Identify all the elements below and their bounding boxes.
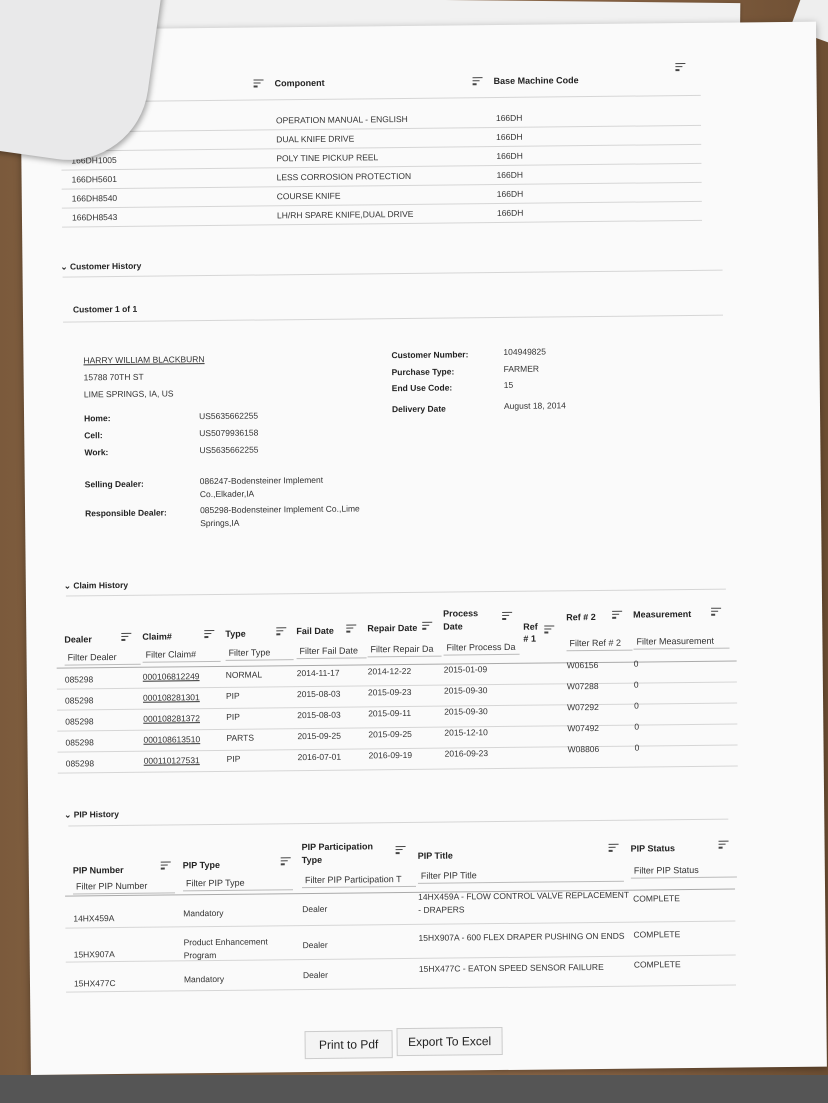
- customer-address-1: 15788 70TH ST: [83, 371, 144, 383]
- table-cell: Program: [183, 949, 217, 961]
- sort-icon[interactable]: [675, 63, 685, 70]
- filter-pip-type-input[interactable]: Filter PIP Type: [183, 875, 293, 891]
- table-cell: 166DH8543: [71, 211, 118, 223]
- sort-icon[interactable]: [276, 627, 286, 634]
- sort-icon[interactable]: [121, 633, 131, 640]
- col-header-pip-status[interactable]: PIP Status: [630, 843, 676, 854]
- customer-number: 104949825: [503, 346, 546, 357]
- table-cell: 2015-01-09: [443, 664, 488, 675]
- col-header-base-machine-code[interactable]: Base Machine Code: [493, 75, 579, 87]
- chevron-down-icon: ⌄: [60, 261, 71, 272]
- sort-icon[interactable]: [346, 625, 356, 632]
- purchase-type: FARMER: [503, 363, 540, 374]
- sort-icon[interactable]: [204, 630, 214, 637]
- table-cell: 0: [634, 721, 640, 732]
- sort-icon[interactable]: [609, 844, 619, 851]
- delivery-date: August 18, 2014: [503, 400, 566, 411]
- claim-link[interactable]: 000108613510: [143, 734, 201, 745]
- table-cell: 166DH1005: [71, 154, 117, 166]
- filter-repair-date-input[interactable]: Filter Repair Da: [367, 642, 441, 658]
- sort-icon[interactable]: [711, 608, 721, 615]
- sort-icon[interactable]: [719, 841, 729, 848]
- cell-label: Cell:: [84, 430, 103, 441]
- col-header-process-date[interactable]: Process: [443, 608, 479, 619]
- table-cell: 15HX477C - EATON SPEED SENSOR FAILURE: [418, 961, 604, 974]
- customer-count: Customer 1 of 1: [72, 303, 138, 315]
- table-cell: COMPLETE: [633, 959, 681, 970]
- filter-process-date-input[interactable]: Filter Process Da: [443, 640, 519, 656]
- table-cell: Dealer: [302, 903, 328, 915]
- table-cell: W08806: [567, 743, 600, 755]
- filter-pip-participation-input[interactable]: Filter PIP Participation T: [302, 872, 416, 888]
- table-cell: LH/RH SPARE KNIFE,DUAL DRIVE: [276, 208, 414, 221]
- table-cell: 166DH: [496, 169, 524, 181]
- filter-fail-date-input[interactable]: Filter Fail Date: [296, 643, 366, 659]
- table-cell: 2016-09-19: [368, 749, 413, 761]
- claim-history-toggle[interactable]: [64, 580, 128, 592]
- table-edge: [0, 1075, 828, 1103]
- col-header-pip-type[interactable]: PIP Type: [182, 859, 220, 871]
- table-cell: OPERATION MANUAL - ENGLISH: [275, 113, 408, 126]
- work-phone: US5635662255: [199, 444, 259, 456]
- table-cell: Dealer: [302, 939, 328, 951]
- sort-icon[interactable]: [254, 79, 264, 86]
- table-cell: 2015-12-10: [444, 727, 488, 738]
- end-use-code-label: End Use Code:: [391, 382, 453, 394]
- claim-link[interactable]: 000108281372: [143, 713, 201, 724]
- selling-dealer-value-2: Co.,Elkader,IA: [199, 488, 255, 500]
- filter-pip-number-input[interactable]: Filter PIP Number: [73, 878, 175, 894]
- col-header-dealer[interactable]: Dealer: [64, 634, 92, 645]
- responsible-dealer-value: 085298-Bodensteiner Implement Co.,Lime: [199, 503, 360, 516]
- table-cell: 2014-12-22: [367, 665, 412, 677]
- table-cell: PIP: [226, 711, 240, 722]
- table-cell: 166DH8540: [71, 192, 118, 204]
- filter-pip-status-input[interactable]: Filter PIP Status: [631, 863, 737, 879]
- col-header-pip-participation[interactable]: PIP Participation: [301, 841, 373, 853]
- delivery-date-label: Delivery Date: [391, 403, 446, 415]
- purchase-type-label: Purchase Type:: [391, 366, 455, 378]
- section-title: Customer History: [69, 260, 142, 272]
- table-cell: 2015-09-11: [368, 707, 412, 719]
- cell-phone: US5079936158: [199, 427, 259, 439]
- table-cell: 2015-08-03: [297, 709, 341, 721]
- customer-history-toggle[interactable]: [60, 261, 141, 273]
- table-cell: 2015-09-30: [443, 685, 488, 696]
- sort-icon[interactable]: [422, 622, 432, 629]
- col-header-measurement[interactable]: Measurement: [633, 609, 692, 620]
- table-cell: 15HX477C: [73, 978, 116, 989]
- sort-icon[interactable]: [502, 612, 512, 619]
- home-label: Home:: [84, 413, 111, 424]
- printed-page: [20, 22, 827, 1075]
- claim-link[interactable]: 000106812249: [142, 671, 200, 682]
- filter-pip-title-input[interactable]: Filter PIP Title: [418, 867, 624, 884]
- table-cell: LESS CORROSION PROTECTION: [276, 170, 412, 183]
- table-cell: 085298: [65, 716, 94, 727]
- table-cell: 166DH: [496, 131, 523, 143]
- sort-icon[interactable]: [612, 611, 622, 618]
- table-cell: PIP: [226, 753, 241, 764]
- table-cell: W07288: [566, 680, 599, 692]
- export-to-excel-button[interactable]: Export To Excel: [396, 1027, 502, 1056]
- table-cell: NORMAL: [225, 669, 263, 680]
- table-cell: 0: [633, 679, 639, 690]
- sort-icon[interactable]: [161, 861, 171, 868]
- responsible-dealer-value-2: Springs,IA: [200, 517, 240, 529]
- table-cell: - DRAPERS: [418, 904, 465, 915]
- table-cell: COMPLETE: [633, 929, 681, 940]
- claim-link[interactable]: 000108281301: [142, 692, 200, 703]
- responsible-dealer-label: Responsible Dealer:: [85, 507, 167, 519]
- col-header-type[interactable]: Type: [225, 628, 246, 639]
- claim-link[interactable]: 000110127531: [143, 755, 200, 766]
- table-cell: Mandatory: [183, 907, 224, 919]
- col-header-pip-number[interactable]: PIP Number: [72, 864, 124, 876]
- table-cell: 085298: [65, 758, 95, 769]
- col-header-ref1[interactable]: Ref: [523, 621, 538, 632]
- table-cell: 15HX907A: [73, 949, 115, 960]
- work-label: Work:: [84, 447, 109, 458]
- customer-number-label: Customer Number:: [391, 349, 469, 361]
- sort-icon[interactable]: [281, 857, 291, 864]
- filter-ref2-input[interactable]: Filter Ref # 2: [566, 636, 632, 652]
- col-header-fail-date[interactable]: Fail Date: [296, 625, 334, 637]
- table-cell: 2015-09-30: [444, 706, 488, 717]
- customer-address-2: LIME SPRINGS, IA, US: [83, 388, 174, 400]
- col-header-claim[interactable]: Claim#: [142, 631, 172, 642]
- print-to-pdf-button[interactable]: Print to Pdf: [304, 1030, 392, 1059]
- col-header-repair-date[interactable]: Repair Date: [367, 622, 418, 634]
- table-cell: 166DH: [496, 150, 523, 162]
- section-title: PIP History: [73, 809, 119, 820]
- table-cell: 2015-09-25: [368, 728, 412, 740]
- pip-history-toggle[interactable]: [64, 809, 119, 821]
- table-cell: 2014-11-17: [296, 667, 340, 679]
- table-cell: 2015-09-23: [367, 686, 412, 698]
- table-cell: Product Enhancement: [183, 936, 268, 948]
- selling-dealer-label: Selling Dealer:: [84, 478, 144, 490]
- table-cell: Dealer: [302, 969, 329, 981]
- table-cell: COMPLETE: [633, 893, 680, 904]
- table-cell: DUAL KNIFE DRIVE: [276, 133, 355, 145]
- col-header-ref2[interactable]: Ref # 2: [566, 612, 596, 623]
- table-cell: 166DH: [496, 207, 524, 219]
- filter-type-input[interactable]: Filter Type: [225, 645, 293, 661]
- table-cell: 2016-09-23: [444, 748, 489, 759]
- home-phone: US5635662255: [199, 410, 259, 422]
- table-cell: 2016-07-01: [297, 751, 342, 763]
- table-cell: W07492: [567, 722, 600, 734]
- selling-dealer-value: 086247-Bodensteiner Implement: [199, 474, 324, 487]
- table-cell: 2015-09-25: [297, 730, 341, 742]
- filter-claim-input[interactable]: Filter Claim#: [142, 647, 220, 663]
- sort-icon[interactable]: [544, 625, 554, 632]
- end-use-code: 15: [503, 379, 514, 390]
- table-cell: POLY TINE PICKUP REEL: [276, 152, 379, 164]
- table-cell: 166DH5601: [71, 173, 117, 185]
- table-cell: 2015-08-03: [296, 688, 341, 700]
- table-cell: 0: [634, 742, 640, 753]
- sort-icon[interactable]: [396, 846, 406, 853]
- table-cell: 14HX459A - FLOW CONTROL VALVE REPLACEMENT: [418, 889, 630, 902]
- filter-dealer-input[interactable]: Filter Dealer: [65, 650, 141, 666]
- table-cell: W06156: [566, 659, 599, 671]
- table-cell: 14HX459A: [73, 913, 115, 924]
- table-cell: COURSE KNIFE: [276, 190, 341, 202]
- table-cell: Mandatory: [183, 973, 225, 985]
- col-header-process-date-2[interactable]: Date: [443, 621, 463, 632]
- chevron-down-icon: ⌄: [63, 580, 74, 591]
- chevron-down-icon: ⌄: [64, 809, 74, 820]
- table-cell: PARTS: [226, 732, 255, 743]
- col-header-pip-participation-2[interactable]: Type: [301, 854, 323, 866]
- section-title: Claim History: [73, 579, 129, 591]
- table-cell: 085298: [65, 737, 94, 748]
- customer-name-link[interactable]: HARRY WILLIAM BLACKBURN: [83, 354, 205, 366]
- sort-icon[interactable]: [473, 77, 483, 84]
- col-header-component[interactable]: Component: [274, 77, 325, 89]
- table-cell: 085298: [64, 695, 94, 706]
- col-header-pip-title[interactable]: PIP Title: [417, 850, 453, 861]
- table-cell: 0: [633, 658, 639, 669]
- table-cell: PIP: [225, 690, 240, 701]
- table-cell: 0: [634, 700, 639, 711]
- table-cell: 085298: [64, 674, 94, 685]
- filter-measurement-input[interactable]: Filter Measurement: [633, 634, 729, 650]
- table-cell: 15HX907A - 600 FLEX DRAPER PUSHING ON ENDS: [418, 930, 625, 943]
- col-header-ref1-2[interactable]: # 1: [523, 633, 536, 644]
- table-cell: 166DH: [496, 188, 524, 200]
- table-cell: 166DH: [495, 112, 523, 124]
- table-cell: W07292: [567, 701, 599, 713]
